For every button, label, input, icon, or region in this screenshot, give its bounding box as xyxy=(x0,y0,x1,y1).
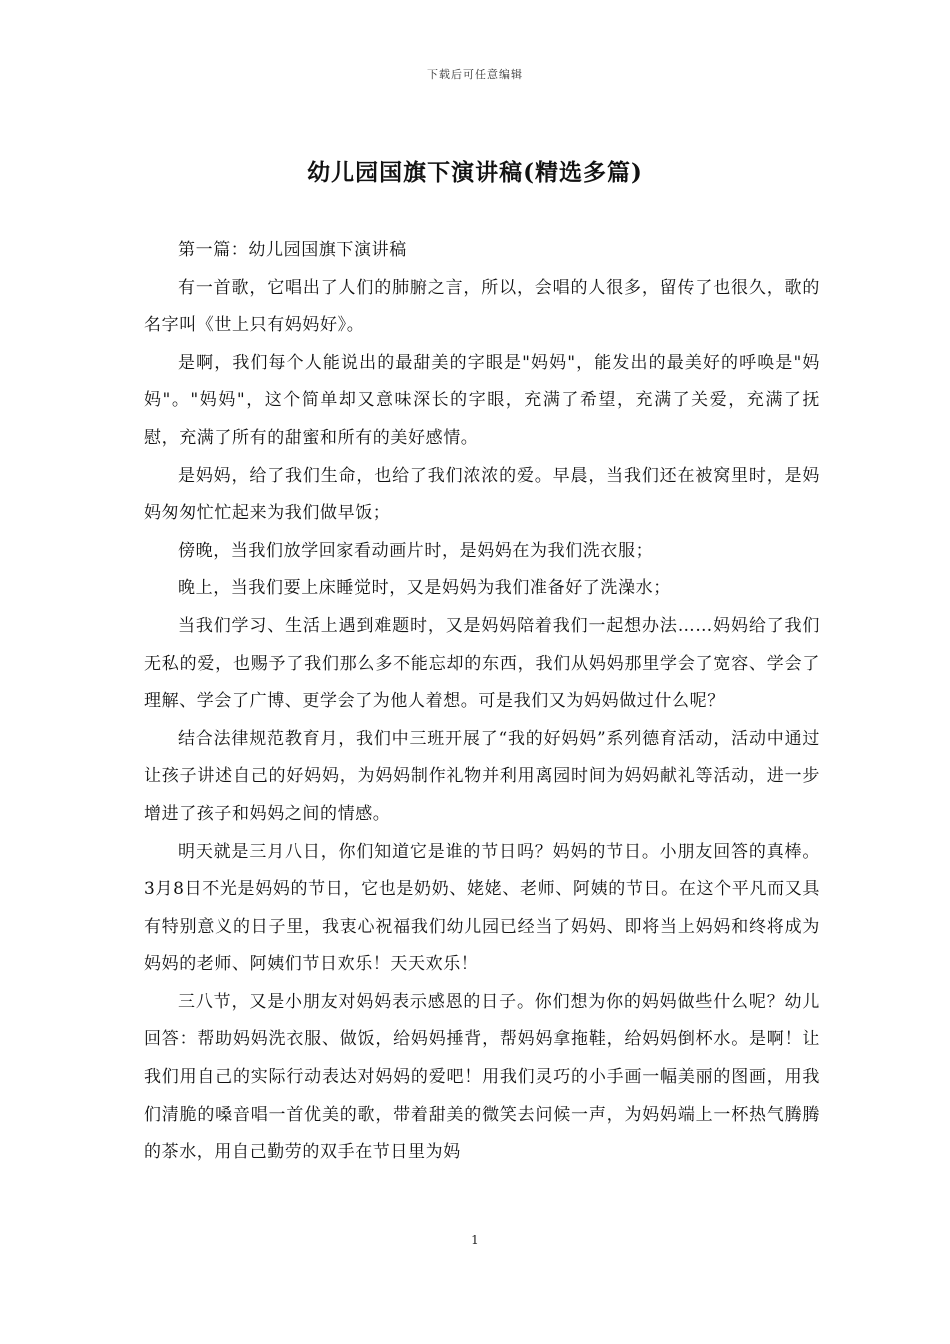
header-note: 下载后可任意编辑 xyxy=(427,68,523,81)
paragraph: 有一首歌，它唱出了人们的肺腑之言，所以，会唱的人很多，留传了也很久，歌的名字叫《世上只有妈妈好》。 xyxy=(144,277,820,336)
section-heading: 第一篇：幼儿园国旗下演讲稿 xyxy=(178,240,407,260)
paragraph: 傍晚，当我们放学回家看动画片时，是妈妈在为我们洗衣服； xyxy=(178,540,654,561)
page-number: 1 xyxy=(471,1233,479,1247)
document-title: 幼儿园国旗下演讲稿(精选多篇) xyxy=(307,159,643,186)
paragraph: 明天就是三月八日，你们知道它是谁的节日吗？妈妈的节日。小朋友回答的真棒。3月8日不光是妈妈的节日，它也是奶奶、姥姥、老师、阿姨的节日。在这个平凡而又具有特别意义的日子里，我衷心祝福我们幼儿园已经当了妈妈、即将当上妈妈和终将成为妈妈的老师、阿姨们节日欢乐！天天欢乐！ xyxy=(144,841,820,975)
paragraph: 是妈妈，给了我们生命，也给了我们浓浓的爱。早晨，当我们还在被窝里时，是妈妈匆匆忙忙起来为我们做早饭； xyxy=(144,465,820,524)
paragraph: 是啊，我们每个人能说出的最甜美的字眼是"妈妈"，能发出的最美好的呼唤是"妈妈"。"妈妈"，这个简单却又意味深长的字眼，充满了希望，充满了关爱，充满了抚慰，充满了所有的甜蜜和所有的美好感情。 xyxy=(144,352,820,448)
paragraph: 当我们学习、生活上遇到难题时，又是妈妈陪着我们一起想办法……妈妈给了我们无私的爱，也赐予了我们那么多不能忘却的东西，我们从妈妈那里学会了宽容、学会了理解、学会了广博、更学会了为他人着想。可是我们又为妈妈做过什么呢？ xyxy=(144,615,820,712)
paragraph: 晚上，当我们要上床睡觉时，又是妈妈为我们准备好了洗澡水； xyxy=(178,578,671,599)
document-body xyxy=(144,232,820,1172)
paragraph: 结合法律规范教育月，我们中三班开展了“我的好妈妈”系列德育活动，活动中通过让孩子讲述自己的好妈妈，为妈妈制作礼物并利用离园时间为妈妈献礼等活动，进一步增进了孩子和妈妈之间的情感。 xyxy=(144,728,820,824)
paragraph: 三八节，又是小朋友对妈妈表示感恩的日子。你们想为你的妈妈做些什么呢？幼儿回答：帮助妈妈洗衣服、做饭，给妈妈捶背，帮妈妈拿拖鞋，给妈妈倒杯水。是啊！让我们用自己的实际行动表达对妈妈的爱吧！用我们灵巧的小手画一幅美丽的图画，用我们清脆的嗓音唱一首优美的歌，带着甜美的微笑去问候一声，为妈妈端上一杯热气腾腾的茶水，用自己勤劳的双手在节日里为妈 xyxy=(144,991,820,1163)
